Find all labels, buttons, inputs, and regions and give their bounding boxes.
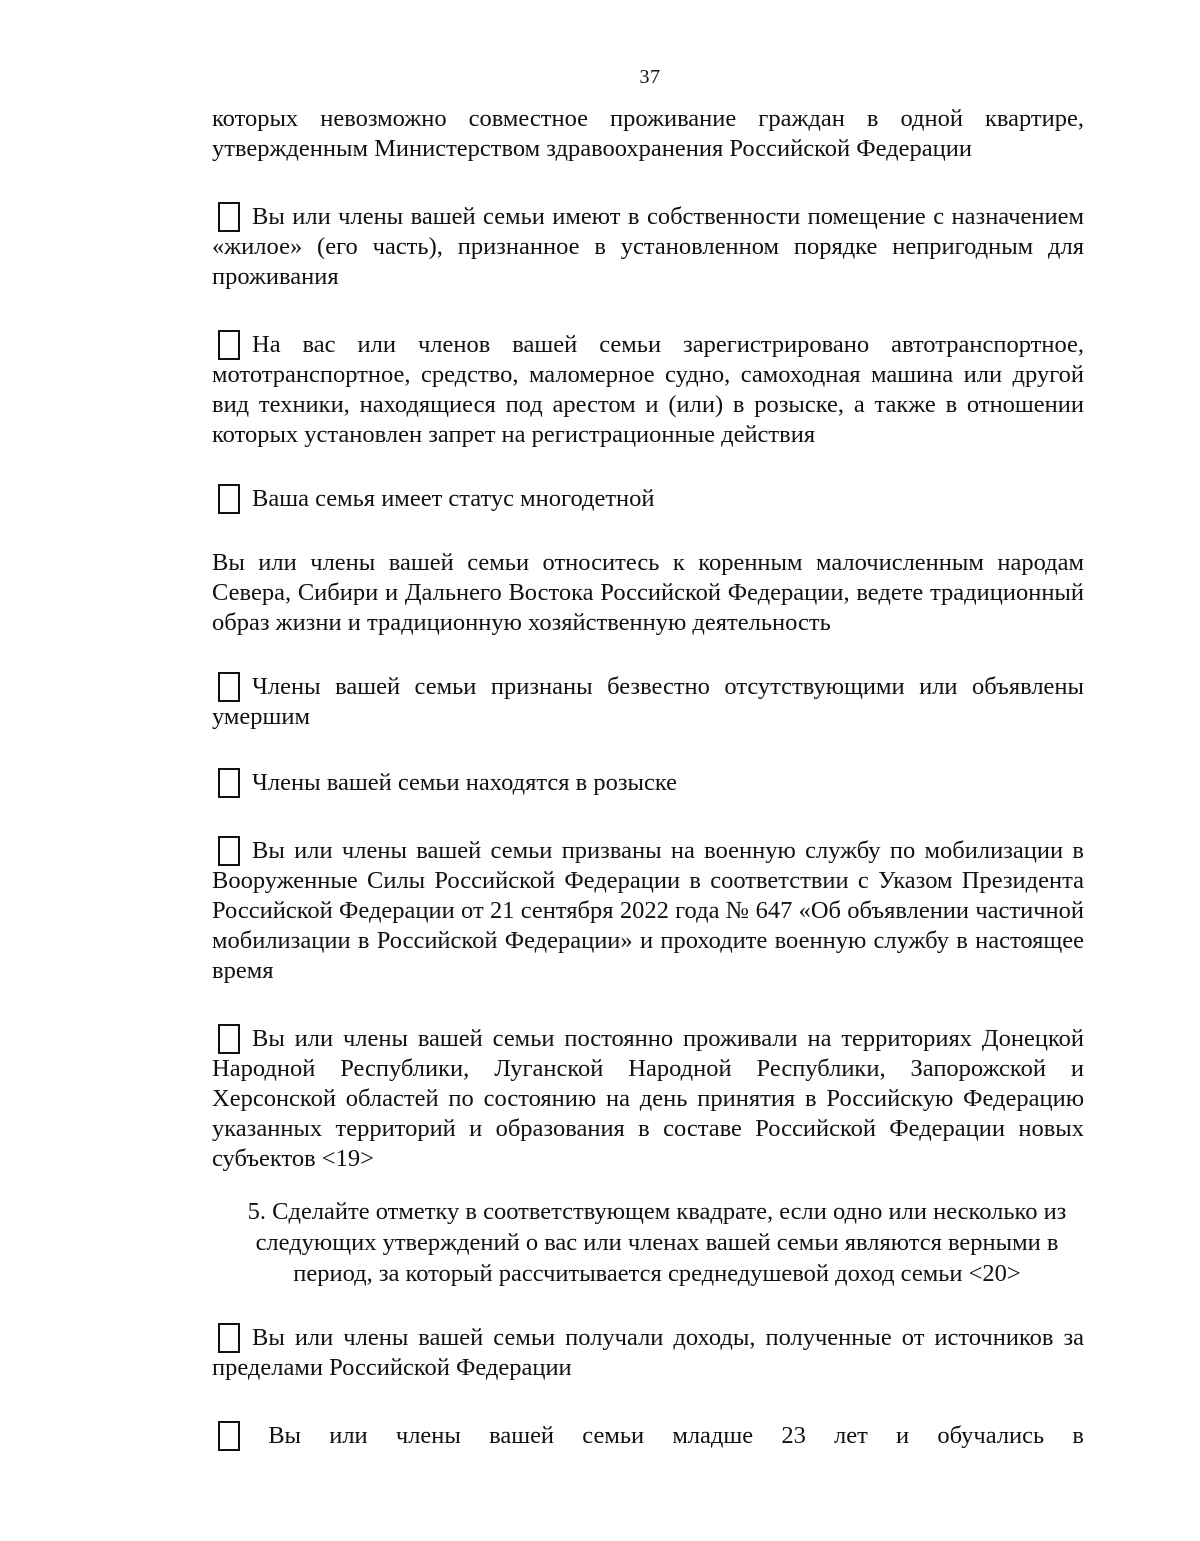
page-number: 37 [639,66,661,88]
checkbox-label: На вас или членов вашей семьи зарегистрировано автотранспортное, мототранспортное, средство, маломерное судно, самоходная машина или другой вид техники, находящиеся под арестом и (или) в розыске, а также в отношении которых установлен запрет на регистрационные действия [212,331,1084,448]
checkbox-item-missing-deceased [212,672,1084,732]
word: или [329,1422,368,1449]
indigenous-peoples-paragraph: Вы или члены вашей семьи относитесь к коренным малочисленным народам Севера, Сибири и Дальнего Востока Российской Федерации, ведете традиционный образ жизни и традиционную хозяйственную деятельность [212,549,1084,636]
checkbox[interactable] [218,1421,240,1451]
checkbox-label: Вы или члены вашей семьи призваны на военную службу по мобилизации в Вооруженные Силы Российской Федерации в соответствии с Указом Президента Российской Федерации от 21 сентября 2022 года № 647 «Об объявлении частичной мобилизации в Российской Федерации» и проходите военную службу в настоящее время [212,837,1084,984]
word: обучались [937,1422,1045,1449]
checkbox[interactable] [218,202,240,232]
checkbox-item-wanted [212,768,1084,798]
checkbox[interactable] [218,330,240,360]
word: 23 [781,1422,806,1449]
word: и [896,1422,910,1449]
checkbox-item-students-under-23 [212,1421,1084,1451]
document-body [212,104,1084,1451]
intro-paragraph: которых невозможно совместное проживание граждан в одной квартире, утвержденным Министерством здравоохранения Российской Федерации [212,105,1084,162]
checkbox-label: Члены вашей семьи находятся в розыске [252,769,678,796]
word: вашей [489,1422,555,1449]
checkbox-item-uninhabitable-housing [212,202,1084,292]
checkbox-label: Вы или члены вашей семьи имеют в собственности помещение с назначением «жилое» (его часть), признанное в установленном порядке непригодным для проживания [212,203,1084,290]
section-5-heading: 5. Сделайте отметку в соответствующем квадрате, если одно или несколько из следующих утверждений о вас или членах вашей семьи являются верными в период, за который рассчитывается среднедушевой доход семьи <20> [247,1198,1067,1287]
checkbox[interactable] [218,672,240,702]
checkbox-item-mobilization [212,836,1084,986]
checkbox-item-large-family [212,484,1084,514]
checkbox-label: Члены вашей семьи признаны безвестно отсутствующими или объявлены умершим [212,673,1084,730]
checkbox[interactable] [218,1323,240,1353]
checkbox[interactable] [218,768,240,798]
word: в [1072,1422,1084,1449]
checkbox[interactable] [218,484,240,514]
checkbox-label: Ваша семья имеет статус многодетной [252,485,655,512]
word: семьи [582,1422,645,1449]
checkbox[interactable] [218,836,240,866]
checkbox-item-foreign-income [212,1323,1084,1383]
checkbox-item-new-territories [212,1024,1084,1174]
word: члены [395,1422,461,1449]
word: Вы [268,1422,302,1449]
word: лет [834,1422,868,1449]
checkbox-label: Вы или члены вашей семьи постоянно проживали на территориях Донецкой Народной Республики, Луганской Народной Республики, Запорожской и Херсонской областей по состоянию на день принятия в Российскую Федерацию указанных территорий и образования в составе Российской Федерации новых субъектов <19> [212,1025,1084,1172]
checkbox-item-vehicle-arrest [212,330,1084,450]
checkbox[interactable] [218,1024,240,1054]
word: младше [672,1422,754,1449]
checkbox-label: Вы или члены вашей семьи получали доходы, полученные от источников за пределами Российской Федерации [212,1324,1084,1381]
